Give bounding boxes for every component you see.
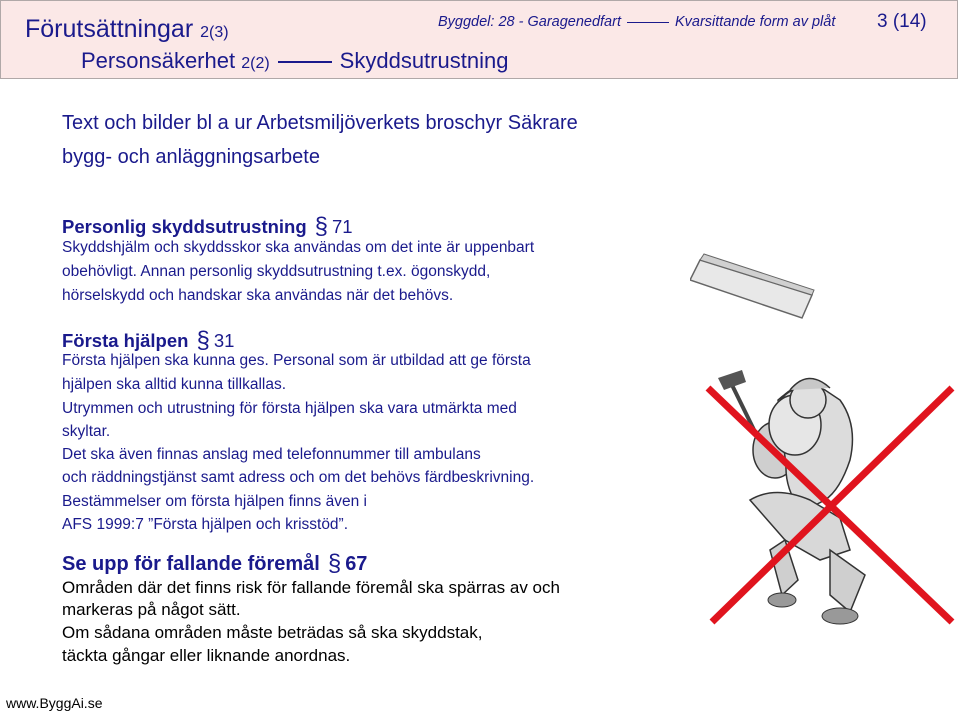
paragraph-icon: § (196, 327, 210, 354)
paragraph-icon: § (314, 213, 329, 240)
course-dash (627, 22, 669, 23)
header-dash (278, 61, 332, 63)
section-2-line-5: Det ska även finnas anslag med telefonnummer till ambulans (62, 446, 481, 463)
section-3-line-1: Områden där det finns risk för fallande föremål ska spärras av och (62, 578, 560, 597)
header-title-number: 2(3) (200, 24, 229, 41)
section-2-line-2: hjälpen ska alltid kunna tillkallas. (62, 376, 287, 393)
section-1-line-1: Skyddshjälm och skyddsskor ska användas om det inte är uppenbart (62, 239, 535, 256)
source-line-2: bygg- och anläggningsarbete (62, 146, 320, 168)
paragraph-icon: § (327, 550, 342, 577)
section-title-falling-objects: Se upp för fallande föremål § 67 (62, 550, 368, 577)
section-2-line-8: AFS 1999:7 ”Första hjälpen och krisstöd”. (62, 516, 349, 533)
section-3-line-4: täckta gångar eller liknande anordnas. (62, 646, 351, 665)
header-subtitle: Personsäkerhet 2(2) Skyddsutrustning (81, 48, 509, 73)
header-subtitle-number: 2(2) (241, 55, 270, 72)
section-3-line-3: Om sådana områden måste beträdas så ska skyddstak, (62, 623, 483, 642)
section-2-line-3: Utrymmen och utrustning för första hjälpen ska vara utmärkta med (62, 400, 517, 417)
header-subtitle-topic: Skyddsutrustning (339, 48, 509, 73)
header-title: Förutsättningar 2(3) (25, 15, 229, 43)
worker-hit-by-falling-plank-crossed-icon (690, 250, 960, 630)
section-2-line-1: Första hjälpen ska kunna ges. Personal som är utbildad att ge första (62, 352, 531, 369)
section-2-line-6: och räddningstjänst samt adress och om det behövs färdbeskrivning. (62, 469, 535, 486)
section-2-line-7: Bestämmelser om första hjälpen finns även i (62, 493, 367, 510)
section-number: 67 (345, 553, 368, 575)
section-number: 31 (213, 330, 235, 351)
slide-header (0, 0, 958, 79)
section-title-protective-equipment: Personlig skyddsutrustning § 71 (62, 213, 353, 240)
header-course: Byggdel: 28 - Garagenedfart Kvarsittande form av plåt (438, 14, 836, 30)
source-line-1: Text och bilder bl a ur Arbetsmiljöverkets broschyr Säkrare (62, 112, 578, 134)
section-title-first-aid: Första hjälpen § 31 (62, 327, 235, 354)
section-3-line-2: markeras på något sätt. (62, 600, 241, 619)
footer-site: www.ByggAi.se (6, 695, 103, 711)
section-number: 71 (332, 216, 353, 237)
section-1-line-3: hörselskydd och handskar ska användas när det behövs. (62, 287, 454, 304)
page-number: 3 (14) (877, 11, 927, 32)
section-1-line-2: obehövligt. Annan personlig skyddsutrustning t.ex. ögonskydd, (62, 263, 491, 280)
header-course-topic: Kvarsittande form av plåt (674, 14, 836, 30)
section-2-line-4: skyltar. (62, 423, 111, 440)
